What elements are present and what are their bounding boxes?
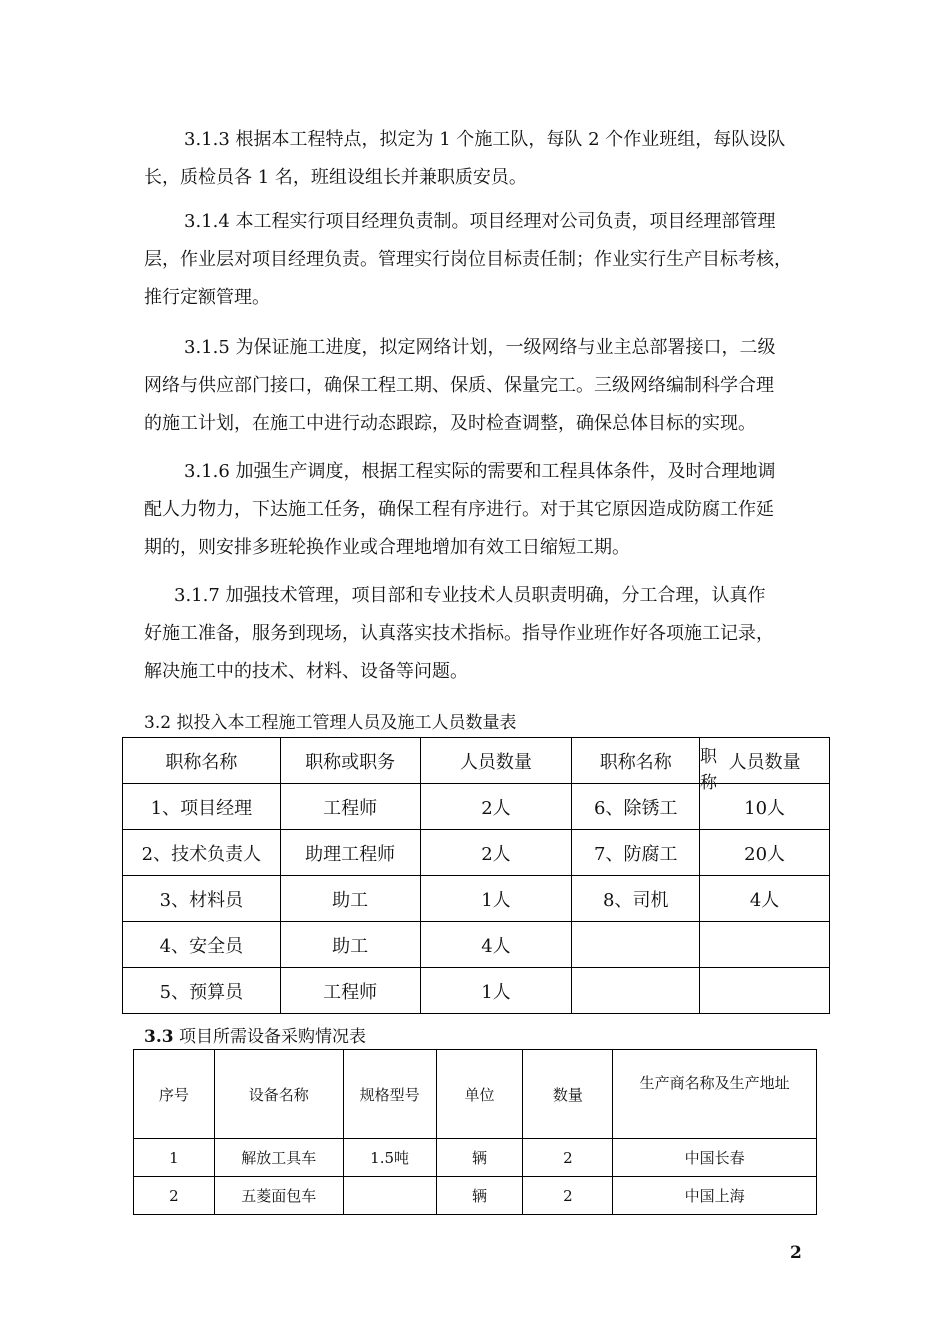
table-row xyxy=(123,968,830,1014)
table-cell: 助工 xyxy=(280,922,420,968)
table-cell: 8、司机 xyxy=(572,876,700,922)
table-row xyxy=(123,784,830,830)
table-cell: 2 xyxy=(134,1177,215,1215)
staff-table-caption: 3.2 拟投入本工程施工管理人员及施工人员数量表 xyxy=(144,713,517,733)
table-cell xyxy=(572,968,700,1014)
vertical-header-note: 职称 xyxy=(700,747,717,793)
table-header-row xyxy=(134,1050,817,1139)
paragraph-3-1-4 xyxy=(144,203,804,317)
paragraph-3-1-5 xyxy=(144,329,804,443)
table-cell: 4人 xyxy=(700,876,830,922)
table-row xyxy=(134,1139,817,1177)
table-cell: 中国上海 xyxy=(613,1177,817,1215)
table-row xyxy=(123,830,830,876)
table-cell: 10人 xyxy=(700,784,830,830)
header-cell: 单位 xyxy=(436,1050,523,1139)
header-cell: 生产商名称及生产地址 xyxy=(613,1050,817,1139)
paragraph-line: 3.1.7 加强技术管理，项目部和专业技术人员职责明确，分工合理，认真作 xyxy=(174,585,766,606)
table-cell: 4、安全员 xyxy=(123,922,281,968)
table-cell: 工程师 xyxy=(280,968,420,1014)
table-cell: 5、预算员 xyxy=(123,968,281,1014)
header-cell: 规格型号 xyxy=(343,1050,436,1139)
table-cell: 1、项目经理 xyxy=(123,784,281,830)
table-cell: 20人 xyxy=(700,830,830,876)
paragraph-line: 3.1.5 为保证施工进度，拟定网络计划，一级网络与业主总部署接口，二级 xyxy=(184,337,776,358)
table-row xyxy=(123,922,830,968)
header-cell: 职称名称 xyxy=(572,738,700,784)
paragraph-line: 的施工计划，在施工中进行动态跟踪，及时检查调整，确保总体目标的实现。 xyxy=(144,413,756,434)
table-cell: 2 xyxy=(523,1139,613,1177)
table-cell: 1人 xyxy=(420,968,572,1014)
header-cell: 职称名称 xyxy=(123,738,281,784)
paragraph-line: 3.1.6 加强生产调度，根据工程实际的需要和工程具体条件，及时合理地调 xyxy=(184,461,776,482)
header-cell: 人员数量 xyxy=(420,738,572,784)
table-cell xyxy=(700,968,830,1014)
paragraph-line: 长，质检员各 1 名，班组设组长并兼职质安员。 xyxy=(144,167,527,188)
header-cell: 序号 xyxy=(134,1050,215,1139)
paragraph-line: 期的，则安排多班轮换作业或合理地增加有效工日缩短工期。 xyxy=(144,537,630,558)
header-cell: 设备名称 xyxy=(214,1050,343,1139)
table-cell xyxy=(700,922,830,968)
paragraph-3-1-3 xyxy=(144,121,804,197)
table-cell: 助工 xyxy=(280,876,420,922)
table-cell: 7、防腐工 xyxy=(572,830,700,876)
table-cell: 2人 xyxy=(420,830,572,876)
table-cell: 1 xyxy=(134,1139,215,1177)
header-cell: 数量 xyxy=(523,1050,613,1139)
table-cell: 解放工具车 xyxy=(214,1139,343,1177)
table-row xyxy=(134,1177,817,1215)
caption-text: 项目所需设备采购情况表 xyxy=(173,1027,366,1047)
table-cell: 助理工程师 xyxy=(280,830,420,876)
table-row xyxy=(123,876,830,922)
paragraph-line: 网络与供应部门接口，确保工程工期、保质、保量完工。三级网络编制科学合理 xyxy=(144,375,774,396)
caption-number: 3.3 xyxy=(144,1027,174,1047)
table-cell: 2 xyxy=(523,1177,613,1215)
table-cell xyxy=(572,922,700,968)
table-cell xyxy=(343,1177,436,1215)
table-cell: 1.5吨 xyxy=(343,1139,436,1177)
paragraph-line: 层，作业层对项目经理负责。管理实行岗位目标责任制；作业实行生产目标考核， xyxy=(144,249,792,270)
table-cell: 工程师 xyxy=(280,784,420,830)
table-cell: 1人 xyxy=(420,876,572,922)
paragraph-line: 配人力物力，下达施工任务，确保工程有序进行。对于其它原因造成防腐工作延 xyxy=(144,499,774,520)
page-number: 2 xyxy=(790,1243,802,1263)
table-cell: 4人 xyxy=(420,922,572,968)
paragraph-line: 解决施工中的技术、材料、设备等问题。 xyxy=(144,661,468,682)
table-header-row xyxy=(123,738,830,784)
table-cell: 6、除锈工 xyxy=(572,784,700,830)
paragraph-line: 推行定额管理。 xyxy=(144,287,270,308)
paragraph-line: 3.1.3 根据本工程特点，拟定为 1 个施工队，每队 2 个作业班组，每队设队 xyxy=(184,129,786,150)
paragraph-3-1-7 xyxy=(144,577,804,691)
table-cell: 2、技术负责人 xyxy=(123,830,281,876)
table-cell: 2人 xyxy=(420,784,572,830)
equipment-table xyxy=(133,1049,817,1215)
table-cell: 中国长春 xyxy=(613,1139,817,1177)
staff-table xyxy=(122,737,830,1014)
header-cell: 职称或职务 xyxy=(280,738,420,784)
paragraph-line: 3.1.4 本工程实行项目经理负责制。项目经理对公司负责，项目经理部管理 xyxy=(184,211,776,232)
table-cell: 3、材料员 xyxy=(123,876,281,922)
equipment-table-caption xyxy=(144,1022,366,1047)
paragraph-line: 好施工准备，服务到现场，认真落实技术指标。指导作业班作好各项施工记录， xyxy=(144,623,774,644)
header-cell: 人员数量 xyxy=(700,738,830,784)
table-cell: 辆 xyxy=(436,1139,523,1177)
table-cell: 五菱面包车 xyxy=(214,1177,343,1215)
table-cell: 辆 xyxy=(436,1177,523,1215)
paragraph-3-1-6 xyxy=(144,453,804,567)
